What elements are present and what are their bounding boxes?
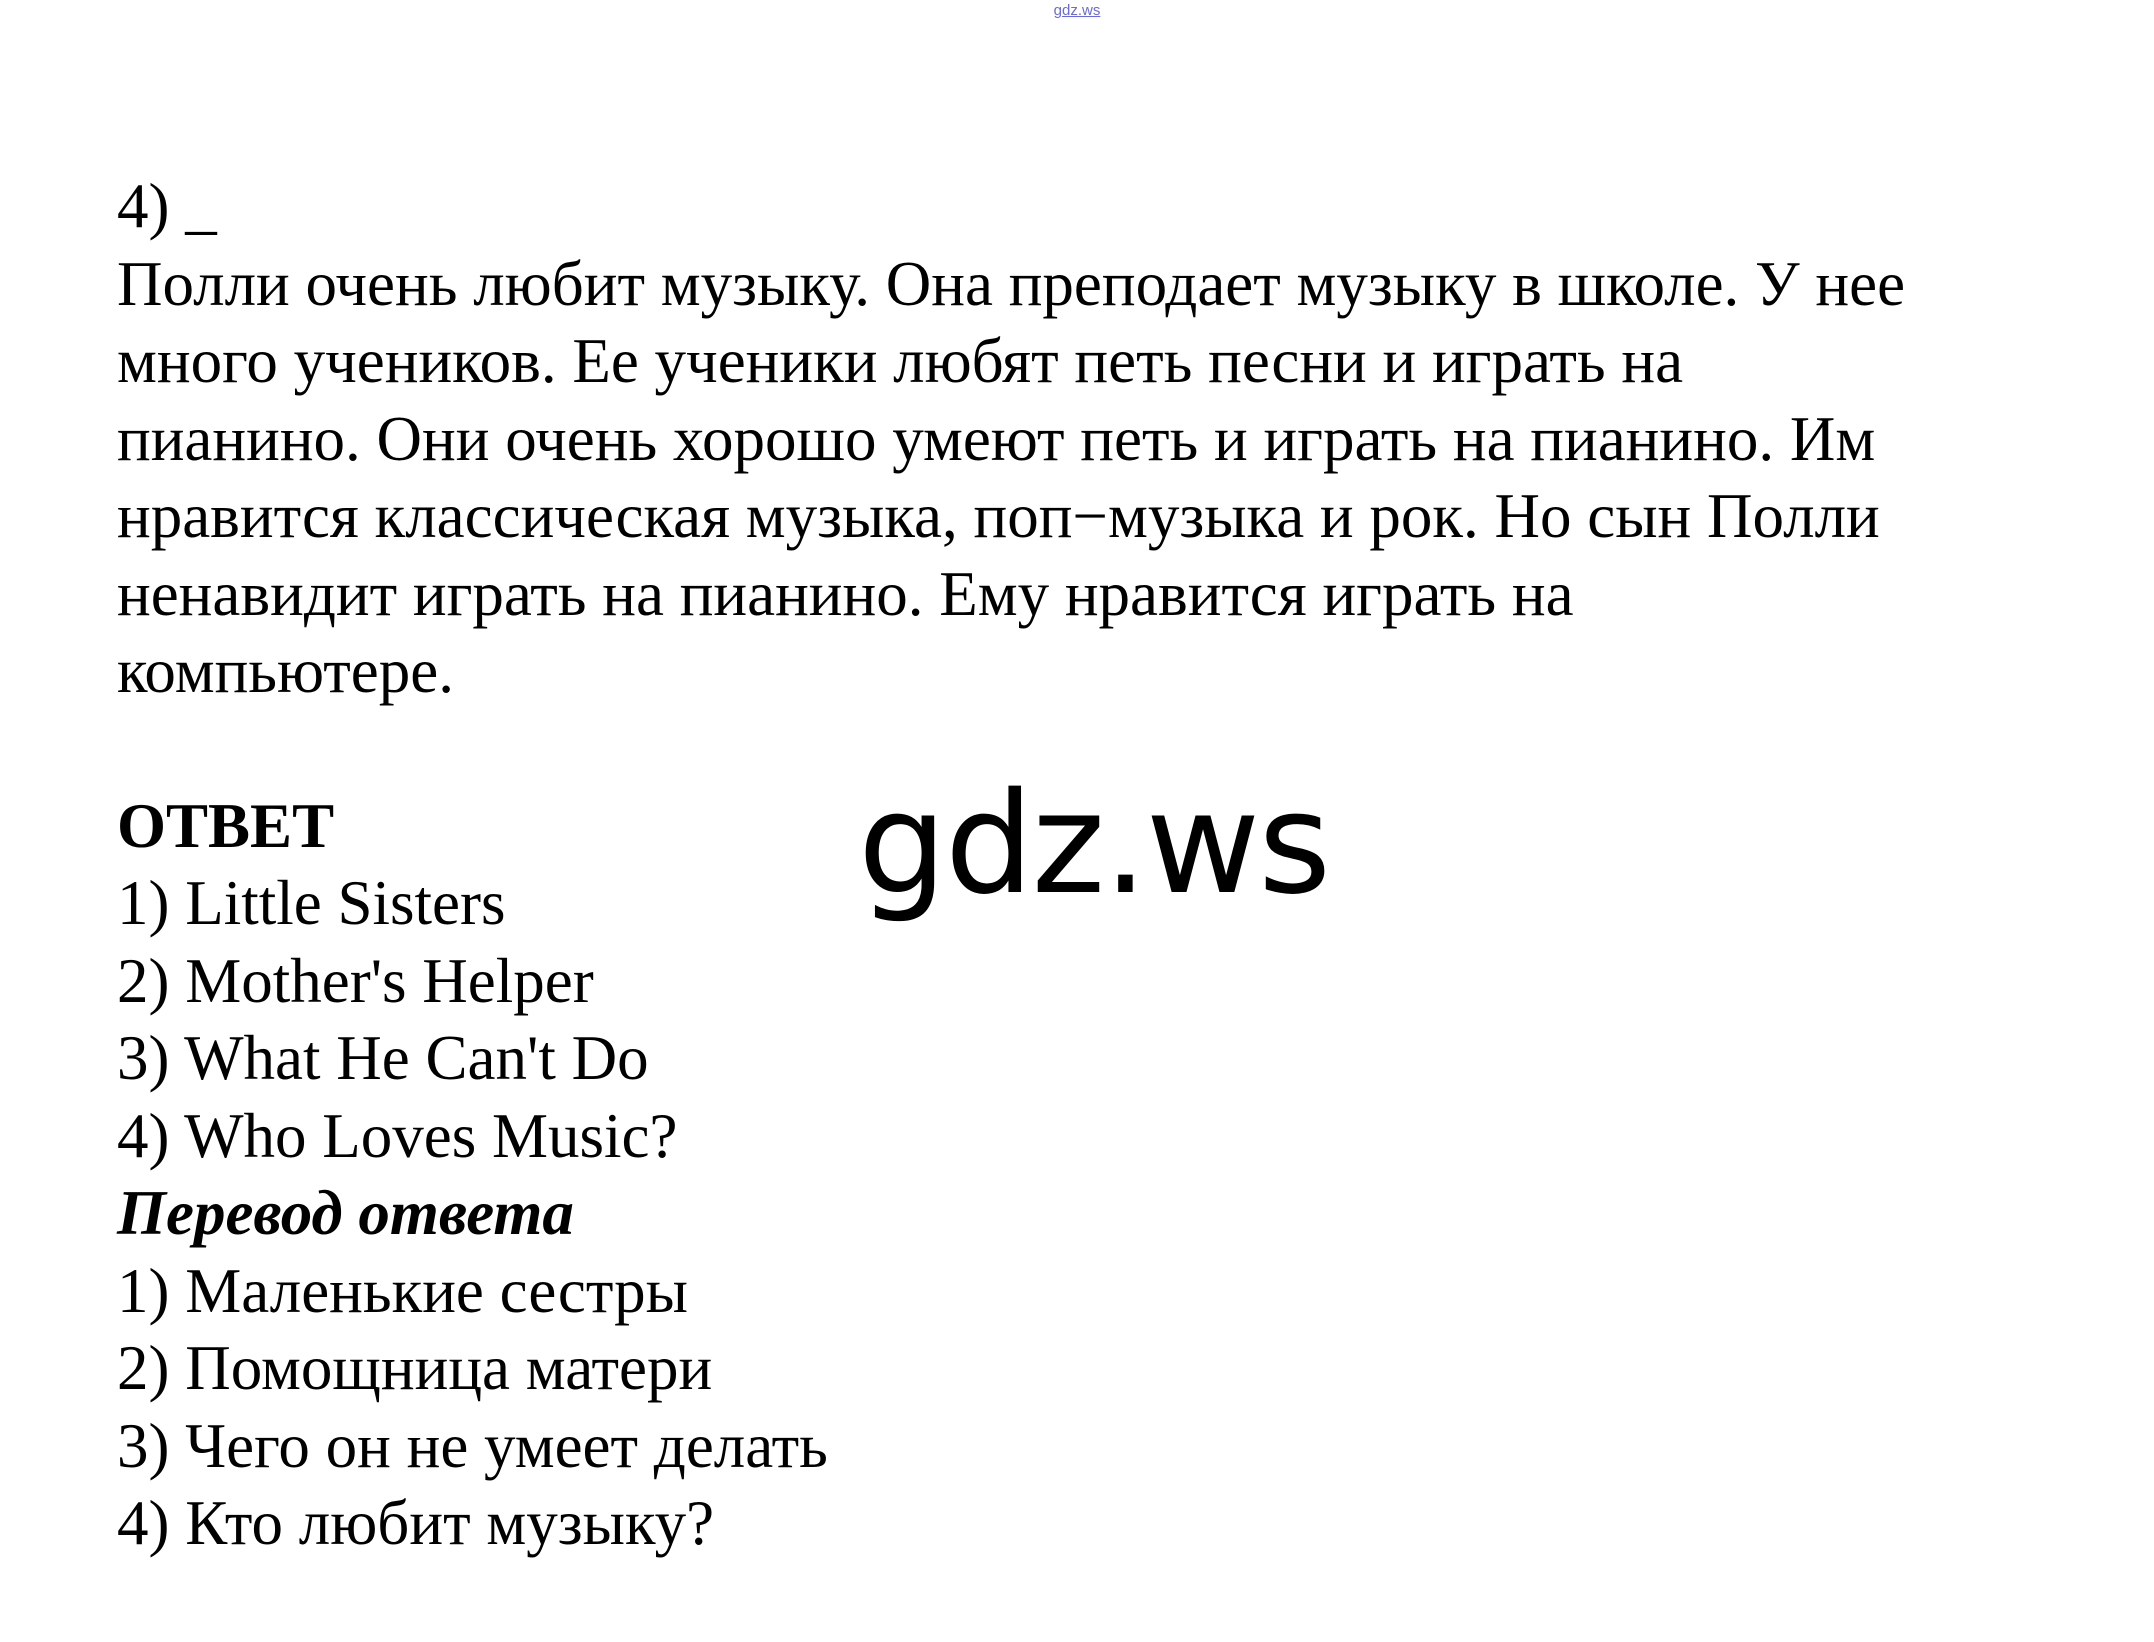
paragraph-line: нравится классическая музыка, поп−музыка и рок. Но сын Полли <box>117 481 1880 551</box>
answer-item: 1) Little Sisters <box>117 868 506 938</box>
answer-item: 3) What He Can't Do <box>117 1023 649 1093</box>
answer-item: 4) Who Loves Music? <box>117 1100 678 1171</box>
translation-item: 4) Кто любит музыку? <box>117 1488 715 1558</box>
paragraph-line: пианино. Они очень хорошо умеют петь и играть на пианино. Им <box>117 403 1876 474</box>
translation-item: 1) Маленькие сестры <box>117 1255 688 1326</box>
source-link[interactable]: gdz.ws <box>1053 2 1101 19</box>
paragraph-line: ненавидит играть на пианино. Ему нравится играть на <box>117 558 1574 629</box>
translation-heading: Перевод ответа <box>117 1178 574 1248</box>
task-number: 4) _ <box>117 171 217 241</box>
paragraph-line: компьютере. <box>117 636 454 706</box>
answer-heading: ОТВЕТ <box>117 790 335 861</box>
watermark: gdz.ws <box>858 763 1330 926</box>
paragraph-line: Полли очень любит музыку. Она преподает музыку в школе. У нее <box>117 248 1906 319</box>
translation-item: 2) Помощница матери <box>117 1333 713 1403</box>
answer-item: 2) Mother's Helper <box>117 945 594 1016</box>
translation-item: 3) Чего он не умеет делать <box>117 1410 828 1481</box>
task-paragraph <box>117 246 2097 711</box>
paragraph-line: много учеников. Ее ученики любят петь песни и играть на <box>117 326 1684 396</box>
